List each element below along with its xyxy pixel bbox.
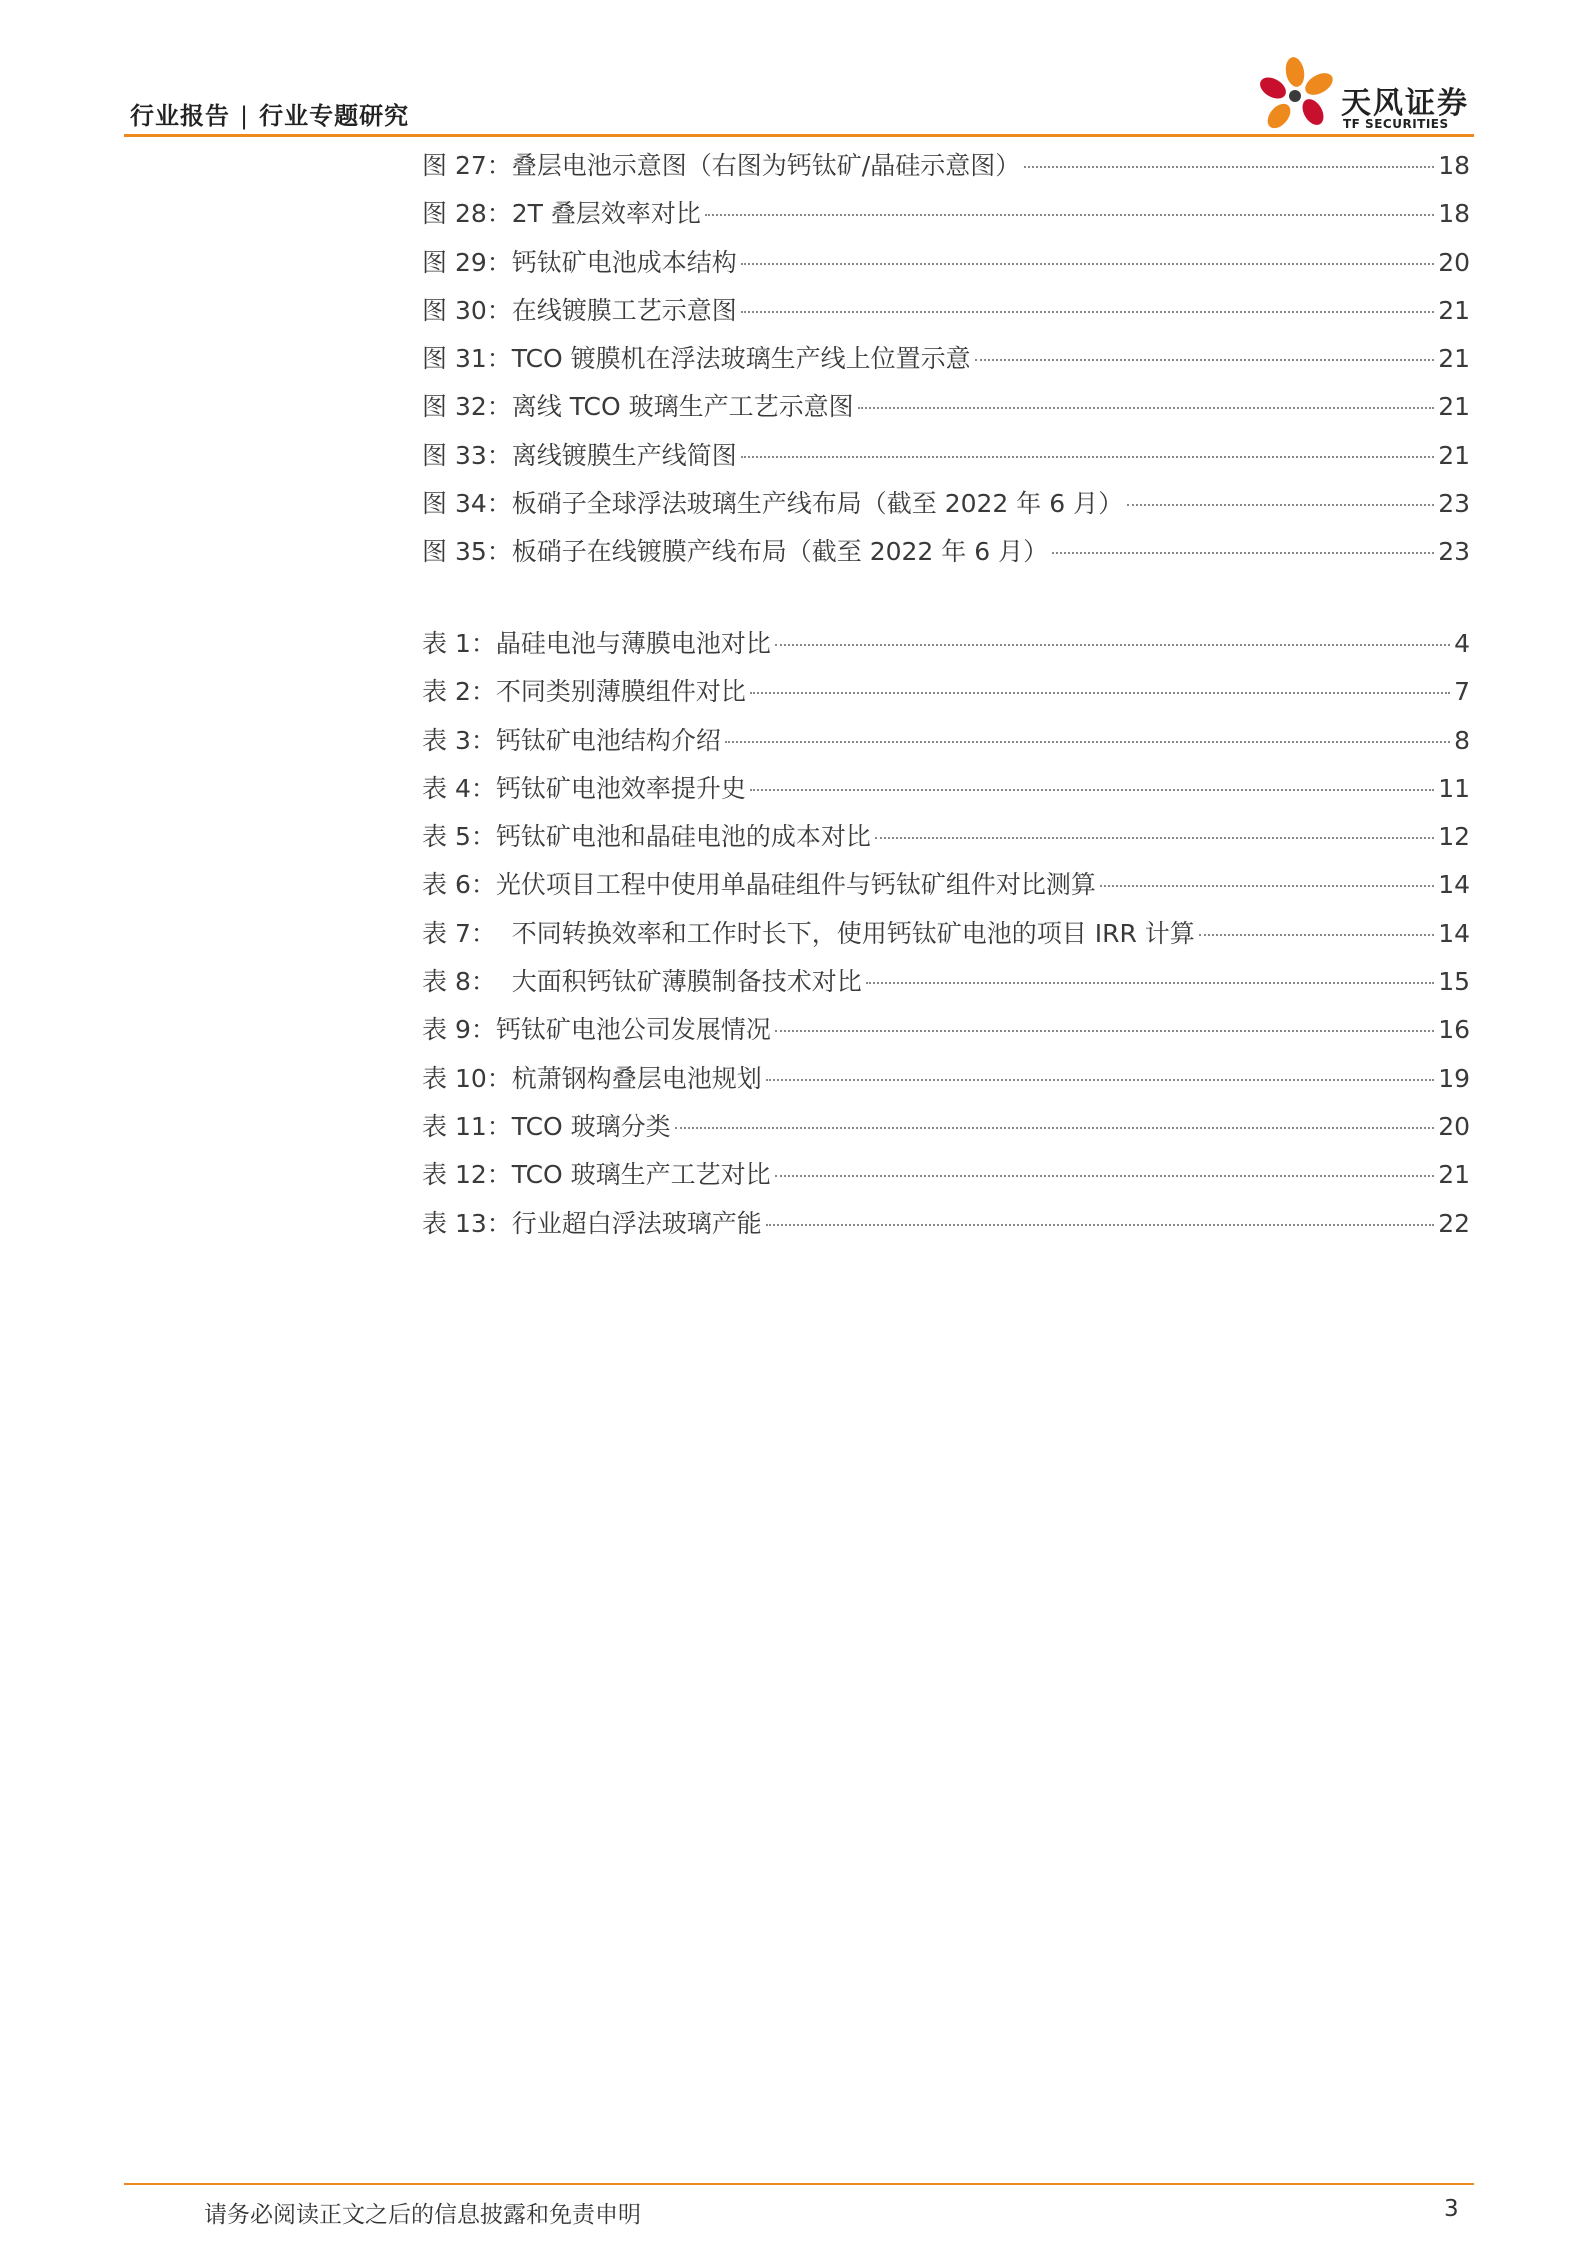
toc-entry-title: 钙钛矿电池公司发展情况 (495, 1015, 771, 1045)
toc-entry[interactable] (422, 962, 1470, 1010)
toc-entry[interactable] (422, 146, 1470, 194)
toc-entry-title: 离线镀膜生产线简图 (511, 440, 737, 470)
toc-entry[interactable] (422, 243, 1470, 291)
toc-entry-title: 钙钛矿电池成本结构 (511, 247, 737, 277)
toc-leader-dots (866, 982, 1434, 984)
logo-name: 天风证券 (1341, 86, 1469, 121)
toc-entry[interactable] (422, 1107, 1470, 1155)
header-title (130, 96, 409, 131)
toc-entry-page: 21 (1438, 392, 1470, 422)
toc-entry-number: 图 28： (422, 199, 512, 229)
toc-leader-dots (858, 407, 1435, 409)
toc-entry[interactable] (422, 436, 1470, 484)
toc-entry-number: 图 30： (422, 295, 512, 325)
toc-leader-dots (741, 311, 1434, 313)
toc-leader-dots (766, 1079, 1434, 1081)
toc-entry-number: 表 2： (422, 677, 496, 707)
header-report-subtype: 行业专题研究 (259, 102, 410, 130)
toc-leader-dots (750, 789, 1434, 791)
toc-entry-number: 图 33： (422, 440, 512, 470)
company-logo (1255, 50, 1485, 140)
toc-leader-dots (775, 1030, 1434, 1032)
toc-entry[interactable] (422, 721, 1470, 769)
toc-entry-title: 不同转换效率和工作时长下，使用钙钛矿电池的项目 IRR 计算 (495, 918, 1195, 948)
toc-entry-page: 21 (1438, 344, 1470, 374)
toc-leader-dots (705, 214, 1434, 216)
page-number: 3 (1444, 2196, 1459, 2222)
toc-entry-number: 表 12： (422, 1160, 512, 1190)
toc-entry[interactable] (422, 1155, 1470, 1203)
toc-entry[interactable] (422, 387, 1470, 435)
toc-entry-page: 11 (1438, 773, 1470, 803)
toc-entry[interactable] (422, 291, 1470, 339)
figure-index-list (422, 146, 1470, 581)
toc-entry[interactable] (422, 1059, 1470, 1107)
toc-entry-title: 晶硅电池与薄膜电池对比 (495, 629, 771, 658)
toc-entry-page: 16 (1438, 1015, 1470, 1045)
toc-leader-dots (741, 456, 1434, 458)
toc-leader-dots (1052, 552, 1434, 554)
toc-entry-number: 表 8： (422, 967, 496, 997)
flower-logo-icon (1255, 50, 1339, 140)
toc-entry-title: 2T 叠层效率对比 (511, 199, 701, 229)
toc-entry-number: 图 34： (422, 489, 512, 519)
footer-disclaimer: 请务必阅读正文之后的信息披露和免责申明 (204, 2202, 641, 2228)
toc-leader-dots (1100, 885, 1434, 887)
toc-entry[interactable] (422, 914, 1470, 962)
toc-entry[interactable] (422, 817, 1470, 865)
toc-entry-title: 行业超白浮法玻璃产能 (511, 1208, 762, 1238)
toc-entry-title: 钙钛矿电池效率提升史 (495, 773, 746, 803)
toc-leader-dots (975, 359, 1435, 361)
toc-entry-number: 图 32： (422, 392, 512, 422)
toc-entry[interactable] (422, 1204, 1470, 1252)
toc-leader-dots (741, 263, 1434, 265)
toc-entry-title: 光伏项目工程中使用单晶硅组件与钙钛矿组件对比测算 (495, 870, 1096, 900)
table-index-list (422, 624, 1470, 1252)
toc-leader-dots (875, 837, 1434, 839)
toc-entry-page: 7 (1454, 677, 1470, 707)
toc-entry-page: 18 (1438, 199, 1470, 229)
toc-entry-page: 20 (1438, 247, 1470, 277)
toc-entry-number: 表 5： (422, 822, 496, 852)
toc-entry-page: 14 (1438, 870, 1470, 900)
toc-entry-page: 8 (1454, 725, 1470, 755)
toc-entry-page: 12 (1438, 822, 1470, 852)
toc-entry-number: 图 29： (422, 247, 512, 277)
toc-entry[interactable] (422, 769, 1470, 817)
toc-entry-page: 14 (1438, 918, 1470, 948)
toc-entry-title: 大面积钙钛矿薄膜制备技术对比 (495, 967, 862, 997)
toc-entry[interactable] (422, 672, 1470, 720)
toc-entry-title: 板硝子在线镀膜产线布局（截至 2022 年 6 月） (511, 537, 1049, 567)
toc-entry[interactable] (422, 532, 1470, 580)
toc-entry[interactable] (422, 194, 1470, 242)
toc-leader-dots (1127, 504, 1434, 506)
toc-entry-number: 表 9： (422, 1015, 496, 1045)
toc-entry-title: 不同类别薄膜组件对比 (495, 677, 746, 707)
toc-entry-title: TCO 玻璃分类 (511, 1111, 671, 1141)
toc-leader-dots (766, 1224, 1434, 1226)
toc-entry-page: 19 (1438, 1063, 1470, 1093)
toc-entry-number: 图 31： (422, 344, 512, 374)
toc-entry-title: 钙钛矿电池结构介绍 (495, 725, 721, 755)
toc-entry-page: 23 (1438, 489, 1470, 519)
toc-leader-dots (750, 692, 1450, 694)
toc-entry-number: 表 6： (422, 870, 496, 900)
toc-entry-number: 表 7： (422, 918, 496, 948)
toc-entry-title: TCO 玻璃生产工艺对比 (511, 1160, 771, 1190)
toc-entry-number: 表 3： (422, 725, 496, 755)
toc-leader-dots (1024, 166, 1434, 168)
toc-entry-page: 20 (1438, 1111, 1470, 1141)
toc-entry-page: 23 (1438, 537, 1470, 567)
toc-entry-number: 图 35： (422, 537, 512, 567)
toc-entry[interactable] (422, 865, 1470, 913)
toc-entry[interactable] (422, 1010, 1470, 1058)
toc-entry-title: 离线 TCO 玻璃生产工艺示意图 (511, 392, 854, 422)
toc-entry-page: 4 (1454, 629, 1470, 658)
logo-subtitle: TF SECURITIES (1343, 117, 1449, 131)
toc-entry-title: 杭萧钢构叠层电池规划 (511, 1063, 762, 1093)
toc-entry[interactable] (422, 339, 1470, 387)
toc-leader-dots (725, 741, 1450, 743)
toc-leader-dots (775, 1175, 1435, 1177)
toc-entry-page: 18 (1438, 151, 1470, 180)
toc-entry-number: 表 4： (422, 773, 496, 803)
toc-entry-title: 在线镀膜工艺示意图 (511, 295, 737, 325)
toc-entry-number: 表 1： (422, 629, 496, 658)
toc-entry[interactable] (422, 624, 1470, 672)
toc-entry-title: 钙钛矿电池和晶硅电池的成本对比 (495, 822, 871, 852)
toc-entry[interactable] (422, 484, 1470, 532)
toc-entry-number: 图 27： (422, 151, 512, 180)
toc-entry-number: 表 11： (422, 1111, 512, 1141)
toc-entry-page: 21 (1438, 440, 1470, 470)
toc-leader-dots (1199, 934, 1434, 936)
toc-entry-page: 22 (1438, 1208, 1470, 1238)
toc-entry-title: TCO 镀膜机在浮法玻璃生产线上位置示意 (511, 344, 971, 374)
toc-entry-number: 表 13： (422, 1208, 512, 1238)
toc-entry-number: 表 10： (422, 1063, 512, 1093)
toc-entry-page: 21 (1438, 295, 1470, 325)
toc-entry-title: 叠层电池示意图（右图为钙钛矿/晶硅示意图） (511, 151, 1021, 180)
header-report-type: 行业报告 (130, 102, 230, 130)
toc-leader-dots (775, 644, 1450, 646)
toc-entry-page: 15 (1438, 967, 1470, 997)
header-separator: | (240, 102, 250, 130)
toc-entry-page: 21 (1438, 1160, 1470, 1190)
toc-leader-dots (675, 1127, 1435, 1129)
toc-entry-title: 板硝子全球浮法玻璃生产线布局（截至 2022 年 6 月） (511, 489, 1124, 519)
footer-rule (124, 2183, 1474, 2185)
